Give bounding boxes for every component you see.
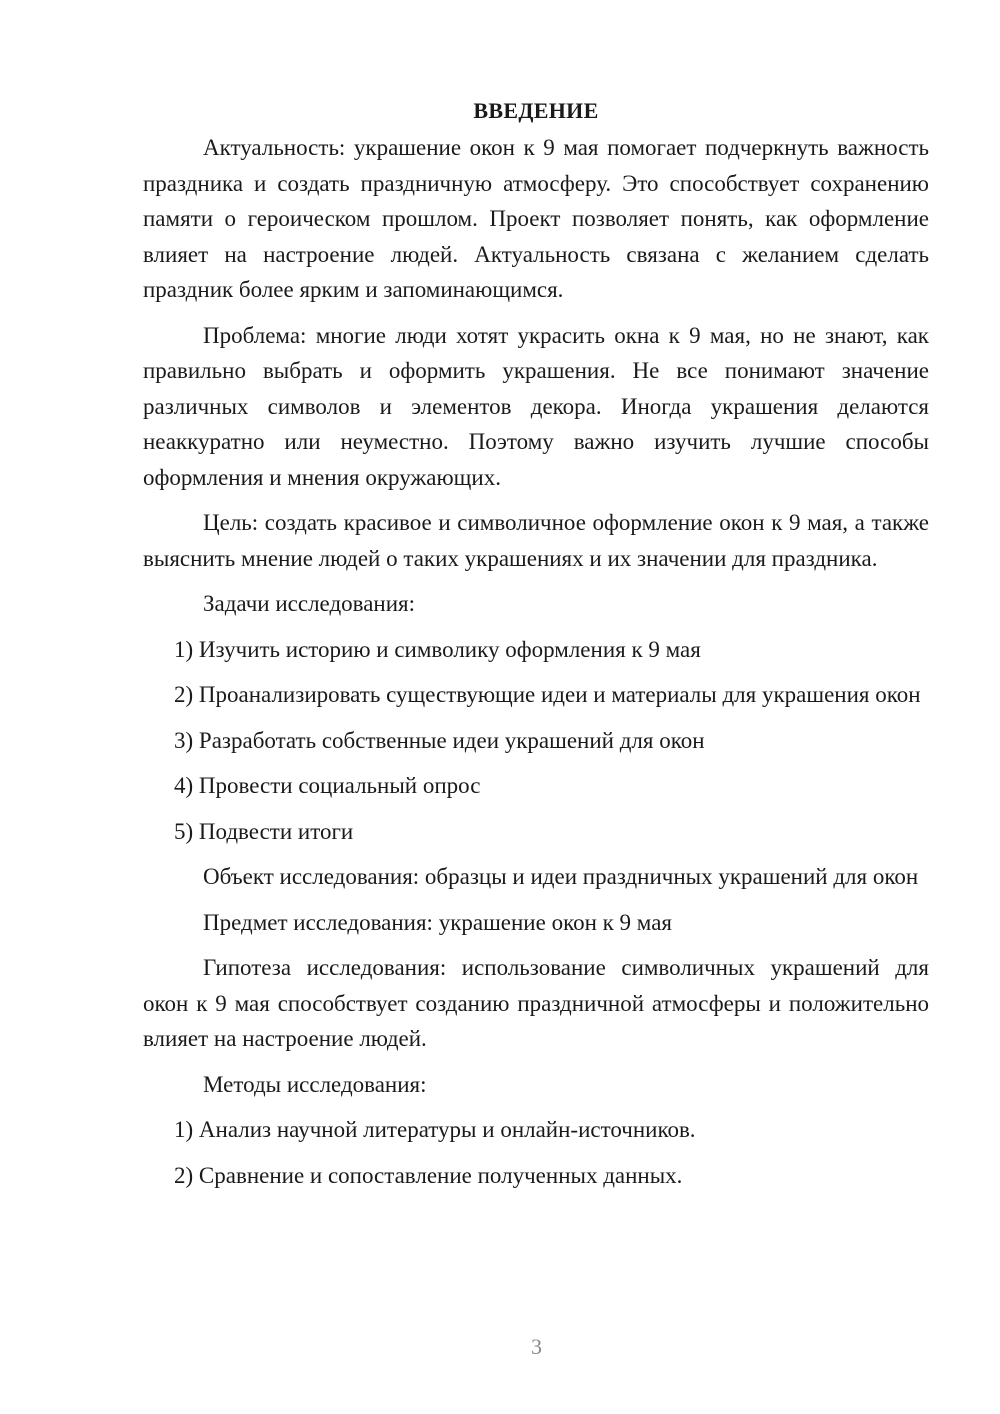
method-item-1: 1) Анализ научной литературы и онлайн-источников. xyxy=(174,1117,696,1142)
object-paragraph: Объект исследования: образцы и идеи праздничных украшений для окон xyxy=(203,864,919,889)
tasks-title: Задачи исследования: xyxy=(203,591,416,616)
task-item-4: 4) Провести социальный опрос xyxy=(174,773,481,798)
method-item-2: 2) Сравнение и сопоставление полученных данных. xyxy=(174,1162,683,1188)
task-item-1: 1) Изучить историю и символику оформления к 9 мая xyxy=(174,636,701,662)
task-item-3: 3) Разработать собственные идеи украшений для окон xyxy=(174,727,705,753)
subject-paragraph: Предмет исследования: украшение окон к 9 мая xyxy=(203,909,672,935)
task-item-5: 5) Подвести итоги xyxy=(174,818,354,844)
task-item-2: 2) Проанализировать существующие идеи и материалы для украшения окон xyxy=(174,682,921,707)
hypothesis-paragraph: Гипотеза исследования: использование символичных украшений для окон к 9 мая способствует созданию праздничной атмосферы и положительно влияет на настроение людей. xyxy=(143,955,929,1051)
problem-paragraph: Проблема: многие люди хотят украсить окна к 9 мая, но не знают, как правильно выбрать и оформить украшения. Не все понимают значение различных символов и элементов декора. Иногда украшения делаются неаккуратно или неуместно. Поэтому важно изучить лучшие способы оформления и мнения окружающих. xyxy=(143,322,929,490)
page-content xyxy=(143,96,929,1203)
section-heading: ВВЕДЕНИЕ xyxy=(473,98,599,123)
methods-title: Методы исследования: xyxy=(203,1071,427,1097)
goal-paragraph: Цель: создать красивое и символичное оформление окон к 9 мая, а также выяснить мнение людей о таких украшениях и их значении для праздника. xyxy=(143,510,929,571)
relevance-paragraph: Актуальность: украшение окон к 9 мая помогает подчеркнуть важность праздника и создать праздничную атмосферу. Это способствует сохранению памяти о героическом прошлом. Проект позволяет понять, как оформление влияет на настроение людей. Актуальность связана с желанием сделать праздник более ярким и запоминающимся. xyxy=(143,135,929,302)
page-number: 3 xyxy=(531,1334,542,1359)
